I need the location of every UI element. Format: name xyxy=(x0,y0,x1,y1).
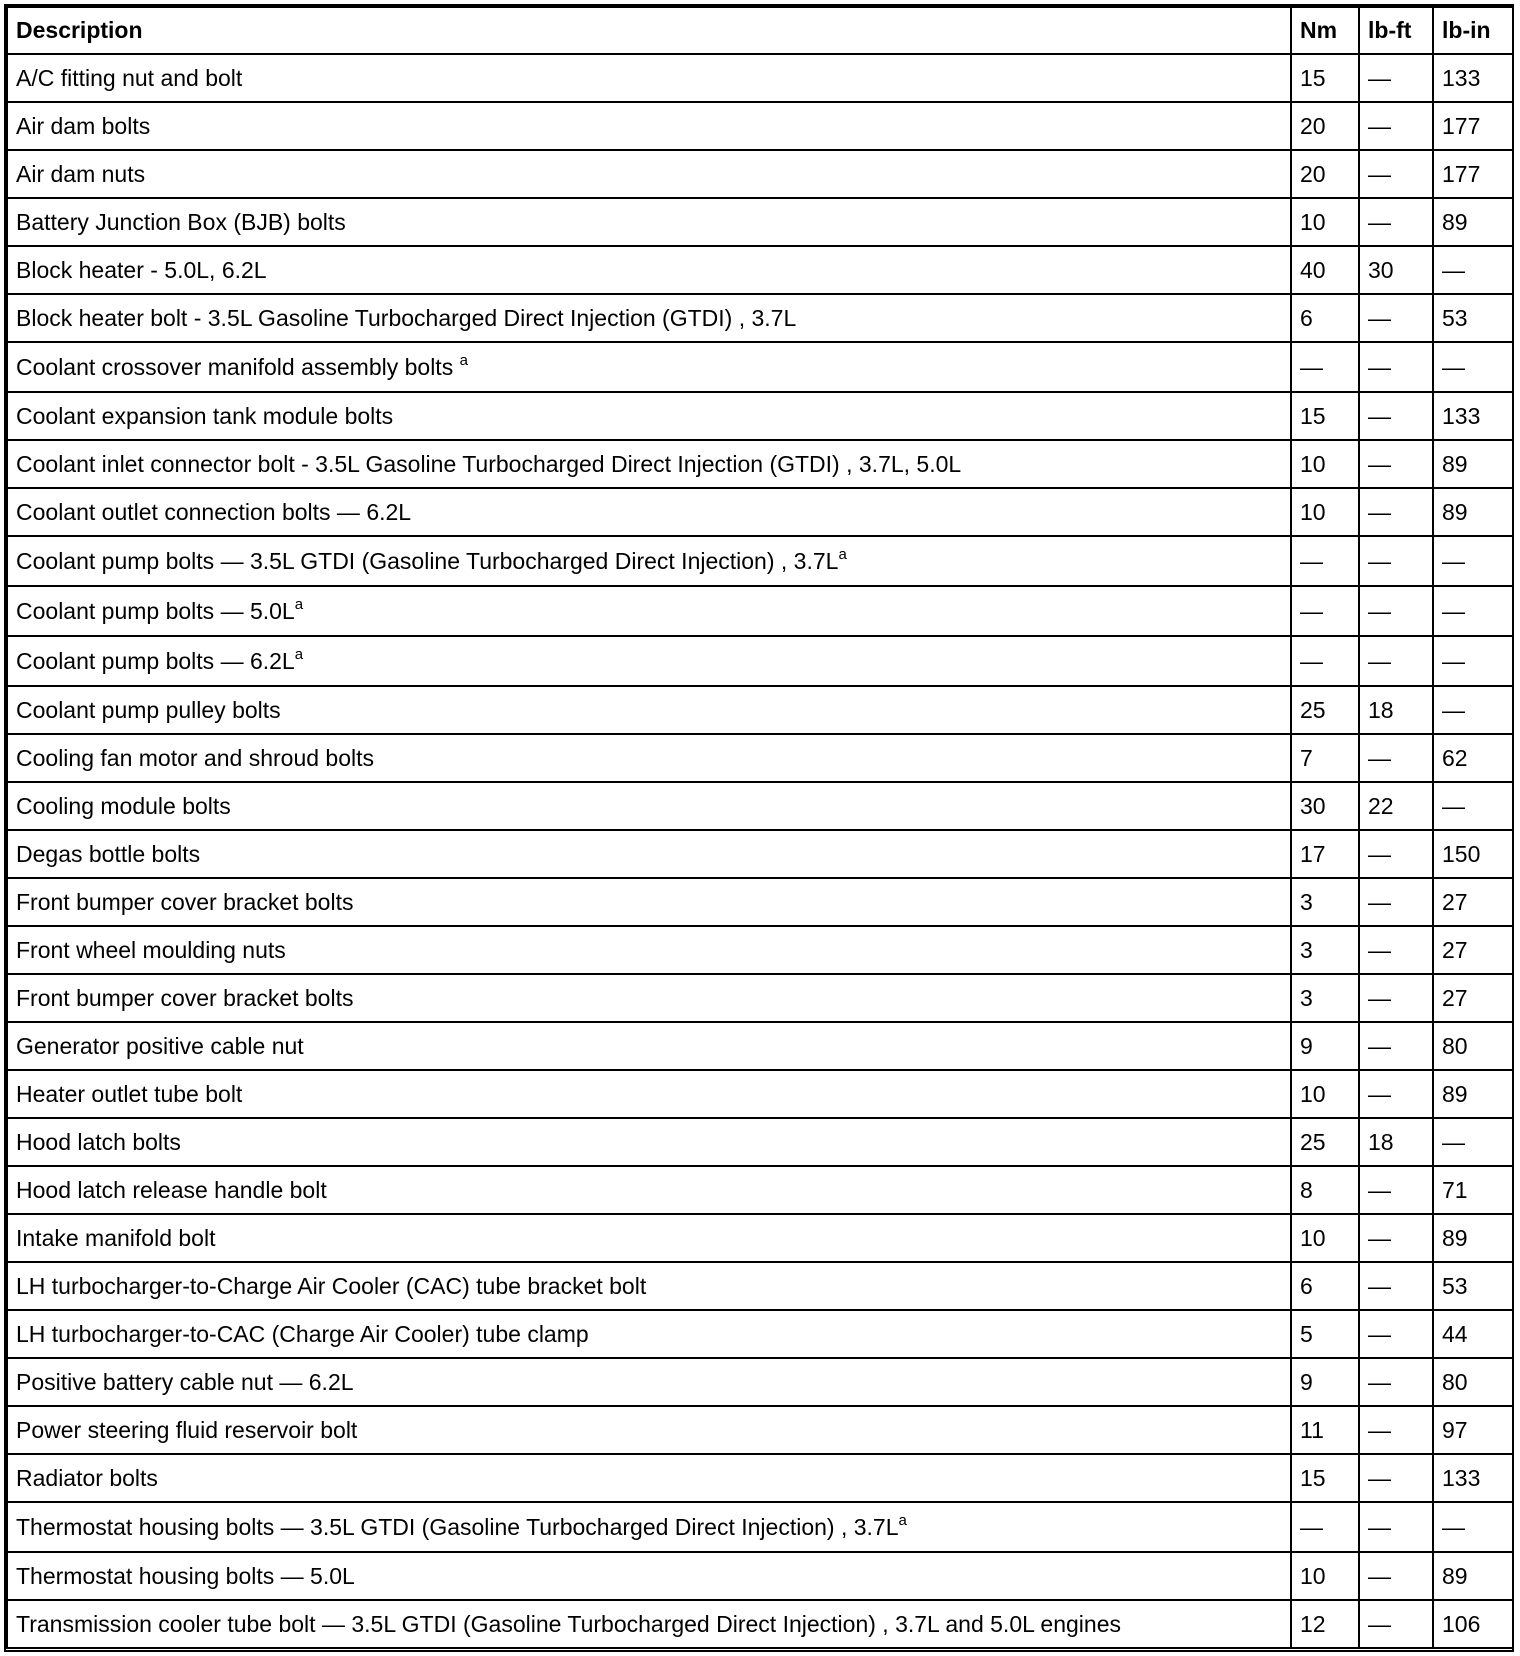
lbin-value-cell: — xyxy=(1433,586,1513,636)
nm-value-cell: 7 xyxy=(1291,734,1359,782)
lbft-value-cell: — xyxy=(1359,150,1433,198)
lbft-value-cell: — xyxy=(1359,1552,1433,1600)
lbin-value-cell: 89 xyxy=(1433,1070,1513,1118)
description-cell xyxy=(7,686,1291,734)
nm-value-cell: 6 xyxy=(1291,1262,1359,1310)
lbft-value-cell: — xyxy=(1359,1022,1433,1070)
lbin-value-cell: 133 xyxy=(1433,1454,1513,1502)
description-text: Coolant outlet connection bolts — 6.2L xyxy=(16,498,412,525)
lbin-value-cell: 89 xyxy=(1433,1552,1513,1600)
nm-value-cell: — xyxy=(1291,342,1359,392)
lbft-value-cell: — xyxy=(1359,342,1433,392)
nm-value-cell: 25 xyxy=(1291,686,1359,734)
lbin-value-cell: — xyxy=(1433,1502,1513,1552)
description-text: Hood latch bolts xyxy=(16,1128,181,1155)
description-cell xyxy=(7,198,1291,246)
table-row xyxy=(7,246,1513,294)
lbft-value-cell: 18 xyxy=(1359,1118,1433,1166)
nm-value-cell: 25 xyxy=(1291,1118,1359,1166)
lbin-value-cell: — xyxy=(1433,536,1513,586)
column-header-lbft: lb-ft xyxy=(1359,7,1433,54)
description-text: Coolant pump bolts — 5.0L xyxy=(16,597,295,624)
description-text: Coolant pump bolts — 6.2L xyxy=(16,647,295,674)
lbin-value-cell: 62 xyxy=(1433,734,1513,782)
description-cell xyxy=(7,488,1291,536)
nm-value-cell: 15 xyxy=(1291,392,1359,440)
lbft-value-cell: — xyxy=(1359,1454,1433,1502)
lbft-value-cell: — xyxy=(1359,974,1433,1022)
lbin-value-cell: 27 xyxy=(1433,878,1513,926)
table-row xyxy=(7,54,1513,102)
table-row xyxy=(7,830,1513,878)
lbft-value-cell: — xyxy=(1359,54,1433,102)
table-row xyxy=(7,878,1513,926)
lbin-value-cell: 106 xyxy=(1433,1600,1513,1648)
torque-spec-table xyxy=(6,6,1514,1649)
description-cell xyxy=(7,1600,1291,1648)
table-row xyxy=(7,1118,1513,1166)
description-cell xyxy=(7,1502,1291,1552)
description-text: Battery Junction Box (BJB) bolts xyxy=(16,208,346,235)
description-text: Thermostat housing bolts — 3.5L GTDI (Gasoline Turbocharged Direct Injection) , 3.7L xyxy=(16,1513,899,1540)
table-header-row xyxy=(7,7,1513,54)
description-text: Positive battery cable nut — 6.2L xyxy=(16,1368,354,1395)
nm-value-cell: 3 xyxy=(1291,878,1359,926)
nm-value-cell: 11 xyxy=(1291,1406,1359,1454)
table-row xyxy=(7,536,1513,586)
description-text: Thermostat housing bolts — 5.0L xyxy=(16,1562,355,1589)
nm-value-cell: 3 xyxy=(1291,974,1359,1022)
description-text: Front bumper cover bracket bolts xyxy=(16,984,354,1011)
lbin-value-cell: 150 xyxy=(1433,830,1513,878)
table-row xyxy=(7,440,1513,488)
nm-value-cell: 10 xyxy=(1291,198,1359,246)
lbft-value-cell: — xyxy=(1359,1310,1433,1358)
lbin-value-cell: 53 xyxy=(1433,294,1513,342)
description-text: Power steering fluid reservoir bolt xyxy=(16,1416,358,1443)
lbft-value-cell: — xyxy=(1359,1166,1433,1214)
description-cell xyxy=(7,636,1291,686)
column-header-description: Description xyxy=(7,7,1291,54)
description-cell xyxy=(7,1118,1291,1166)
description-cell xyxy=(7,830,1291,878)
lbin-value-cell: 27 xyxy=(1433,974,1513,1022)
description-cell xyxy=(7,878,1291,926)
description-text: Front wheel moulding nuts xyxy=(16,936,286,963)
nm-value-cell: 5 xyxy=(1291,1310,1359,1358)
table-row xyxy=(7,1022,1513,1070)
lbin-value-cell: 97 xyxy=(1433,1406,1513,1454)
lbin-value-cell: 177 xyxy=(1433,102,1513,150)
table-row xyxy=(7,974,1513,1022)
table-row xyxy=(7,782,1513,830)
table-row xyxy=(7,1454,1513,1502)
lbft-value-cell: 18 xyxy=(1359,686,1433,734)
table-row xyxy=(7,686,1513,734)
lbin-value-cell: 133 xyxy=(1433,54,1513,102)
lbft-value-cell: 30 xyxy=(1359,246,1433,294)
description-cell xyxy=(7,974,1291,1022)
footnote-marker: a xyxy=(294,595,304,613)
table-row xyxy=(7,1070,1513,1118)
description-cell xyxy=(7,246,1291,294)
lbft-value-cell: — xyxy=(1359,392,1433,440)
lbft-value-cell: — xyxy=(1359,830,1433,878)
description-text: Heater outlet tube bolt xyxy=(16,1080,243,1107)
lbft-value-cell: 22 xyxy=(1359,782,1433,830)
description-text: Coolant crossover manifold assembly bolts xyxy=(16,353,460,380)
lbin-value-cell: 80 xyxy=(1433,1358,1513,1406)
lbft-value-cell: — xyxy=(1359,734,1433,782)
description-cell xyxy=(7,150,1291,198)
description-text: Cooling module bolts xyxy=(16,792,231,819)
nm-value-cell: 17 xyxy=(1291,830,1359,878)
nm-value-cell: 10 xyxy=(1291,440,1359,488)
table-row xyxy=(7,1358,1513,1406)
lbft-value-cell: — xyxy=(1359,536,1433,586)
nm-value-cell: — xyxy=(1291,536,1359,586)
column-header-lbin: lb-in xyxy=(1433,7,1513,54)
lbin-value-cell: 89 xyxy=(1433,198,1513,246)
nm-value-cell: 10 xyxy=(1291,1070,1359,1118)
description-cell xyxy=(7,1454,1291,1502)
lbft-value-cell: — xyxy=(1359,1600,1433,1648)
table-row xyxy=(7,392,1513,440)
table-row xyxy=(7,1214,1513,1262)
lbin-value-cell: — xyxy=(1433,1118,1513,1166)
description-cell xyxy=(7,1552,1291,1600)
description-text: Coolant expansion tank module bolts xyxy=(16,402,394,429)
description-cell xyxy=(7,1310,1291,1358)
lbin-value-cell: — xyxy=(1433,246,1513,294)
lbin-value-cell: 53 xyxy=(1433,1262,1513,1310)
description-text: Air dam nuts xyxy=(16,160,146,187)
description-text: A/C fitting nut and bolt xyxy=(16,64,243,91)
lbin-value-cell: 89 xyxy=(1433,1214,1513,1262)
description-cell xyxy=(7,102,1291,150)
nm-value-cell: 10 xyxy=(1291,1214,1359,1262)
lbft-value-cell: — xyxy=(1359,1502,1433,1552)
nm-value-cell: — xyxy=(1291,1502,1359,1552)
lbft-value-cell: — xyxy=(1359,102,1433,150)
footnote-marker: a xyxy=(838,545,847,563)
description-cell xyxy=(7,392,1291,440)
description-cell xyxy=(7,734,1291,782)
lbft-value-cell: — xyxy=(1359,1214,1433,1262)
lbft-value-cell: — xyxy=(1359,440,1433,488)
description-text: Generator positive cable nut xyxy=(16,1032,304,1059)
description-cell xyxy=(7,782,1291,830)
nm-value-cell: — xyxy=(1291,586,1359,636)
lbft-value-cell: — xyxy=(1359,198,1433,246)
table-row xyxy=(7,102,1513,150)
lbft-value-cell: — xyxy=(1359,636,1433,686)
description-text: Coolant pump bolts — 3.5L GTDI (Gasoline Turbocharged Direct Injection) , 3.7L xyxy=(16,547,839,574)
table-row xyxy=(7,1552,1513,1600)
description-text: Transmission cooler tube bolt — 3.5L GTDI (Gasoline Turbocharged Direct Injection) , 3.7L and 5.0L engines xyxy=(16,1610,1121,1637)
description-text: LH turbocharger-to-CAC (Charge Air Cooler) tube clamp xyxy=(16,1320,589,1347)
lbft-value-cell: — xyxy=(1359,926,1433,974)
footnote-marker: a xyxy=(294,645,304,663)
description-cell xyxy=(7,536,1291,586)
table-row xyxy=(7,636,1513,686)
nm-value-cell: 40 xyxy=(1291,246,1359,294)
description-cell xyxy=(7,586,1291,636)
lbin-value-cell: — xyxy=(1433,636,1513,686)
description-cell xyxy=(7,1214,1291,1262)
lbin-value-cell: 89 xyxy=(1433,488,1513,536)
description-text: Block heater - 5.0L, 6.2L xyxy=(16,256,267,283)
lbft-value-cell: — xyxy=(1359,488,1433,536)
nm-value-cell: 3 xyxy=(1291,926,1359,974)
lbin-value-cell: 89 xyxy=(1433,440,1513,488)
nm-value-cell: 10 xyxy=(1291,488,1359,536)
description-cell xyxy=(7,1070,1291,1118)
lbin-value-cell: 133 xyxy=(1433,392,1513,440)
table-row xyxy=(7,1502,1513,1552)
nm-value-cell: — xyxy=(1291,636,1359,686)
lbin-value-cell: 71 xyxy=(1433,1166,1513,1214)
nm-value-cell: 15 xyxy=(1291,1454,1359,1502)
lbin-value-cell: 177 xyxy=(1433,150,1513,198)
table-row xyxy=(7,342,1513,392)
table-row xyxy=(7,1166,1513,1214)
footnote-marker: a xyxy=(459,351,468,369)
lbft-value-cell: — xyxy=(1359,1262,1433,1310)
lbft-value-cell: — xyxy=(1359,1070,1433,1118)
description-text: Coolant inlet connector bolt - 3.5L Gasoline Turbocharged Direct Injection (GTDI) , 3.7L, 5.0L xyxy=(16,450,962,477)
table-row xyxy=(7,150,1513,198)
description-cell xyxy=(7,1022,1291,1070)
table-row xyxy=(7,1310,1513,1358)
table-row xyxy=(7,198,1513,246)
nm-value-cell: 20 xyxy=(1291,150,1359,198)
description-text: Air dam bolts xyxy=(16,112,151,139)
description-cell xyxy=(7,1262,1291,1310)
lbin-value-cell: — xyxy=(1433,686,1513,734)
lbin-value-cell: — xyxy=(1433,342,1513,392)
description-text: LH turbocharger-to-Charge Air Cooler (CAC) tube bracket bolt xyxy=(16,1272,647,1299)
nm-value-cell: 12 xyxy=(1291,1600,1359,1648)
description-cell xyxy=(7,1358,1291,1406)
lbft-value-cell: — xyxy=(1359,1358,1433,1406)
table-row xyxy=(7,586,1513,636)
table-row xyxy=(7,1600,1513,1648)
description-cell xyxy=(7,1166,1291,1214)
lbft-value-cell: — xyxy=(1359,1406,1433,1454)
description-text: Intake manifold bolt xyxy=(16,1224,216,1251)
description-cell xyxy=(7,54,1291,102)
nm-value-cell: 10 xyxy=(1291,1552,1359,1600)
footnote-marker: a xyxy=(898,1511,907,1529)
description-cell xyxy=(7,1406,1291,1454)
description-text: Front bumper cover bracket bolts xyxy=(16,888,354,915)
nm-value-cell: 20 xyxy=(1291,102,1359,150)
description-text: Block heater bolt - 3.5L Gasoline Turbocharged Direct Injection (GTDI) , 3.7L xyxy=(16,304,797,331)
description-text: Cooling fan motor and shroud bolts xyxy=(16,744,374,771)
description-text: Radiator bolts xyxy=(16,1464,158,1491)
lbft-value-cell: — xyxy=(1359,878,1433,926)
lbin-value-cell: 80 xyxy=(1433,1022,1513,1070)
table-body xyxy=(7,54,1513,1648)
description-text: Hood latch release handle bolt xyxy=(16,1176,327,1203)
lbin-value-cell: 27 xyxy=(1433,926,1513,974)
table-row xyxy=(7,294,1513,342)
lbin-value-cell: 44 xyxy=(1433,1310,1513,1358)
lbin-value-cell: — xyxy=(1433,782,1513,830)
description-cell xyxy=(7,294,1291,342)
table-row xyxy=(7,1262,1513,1310)
table-row xyxy=(7,926,1513,974)
nm-value-cell: 8 xyxy=(1291,1166,1359,1214)
description-cell xyxy=(7,440,1291,488)
description-cell xyxy=(7,342,1291,392)
lbft-value-cell: — xyxy=(1359,586,1433,636)
table-row xyxy=(7,734,1513,782)
table-row xyxy=(7,1406,1513,1454)
description-cell xyxy=(7,926,1291,974)
lbft-value-cell: — xyxy=(1359,294,1433,342)
description-text: Degas bottle bolts xyxy=(16,840,201,867)
nm-value-cell: 6 xyxy=(1291,294,1359,342)
description-text: Coolant pump pulley bolts xyxy=(16,696,281,723)
nm-value-cell: 9 xyxy=(1291,1022,1359,1070)
column-header-nm: Nm xyxy=(1291,7,1359,54)
nm-value-cell: 9 xyxy=(1291,1358,1359,1406)
nm-value-cell: 15 xyxy=(1291,54,1359,102)
table-row xyxy=(7,488,1513,536)
nm-value-cell: 30 xyxy=(1291,782,1359,830)
